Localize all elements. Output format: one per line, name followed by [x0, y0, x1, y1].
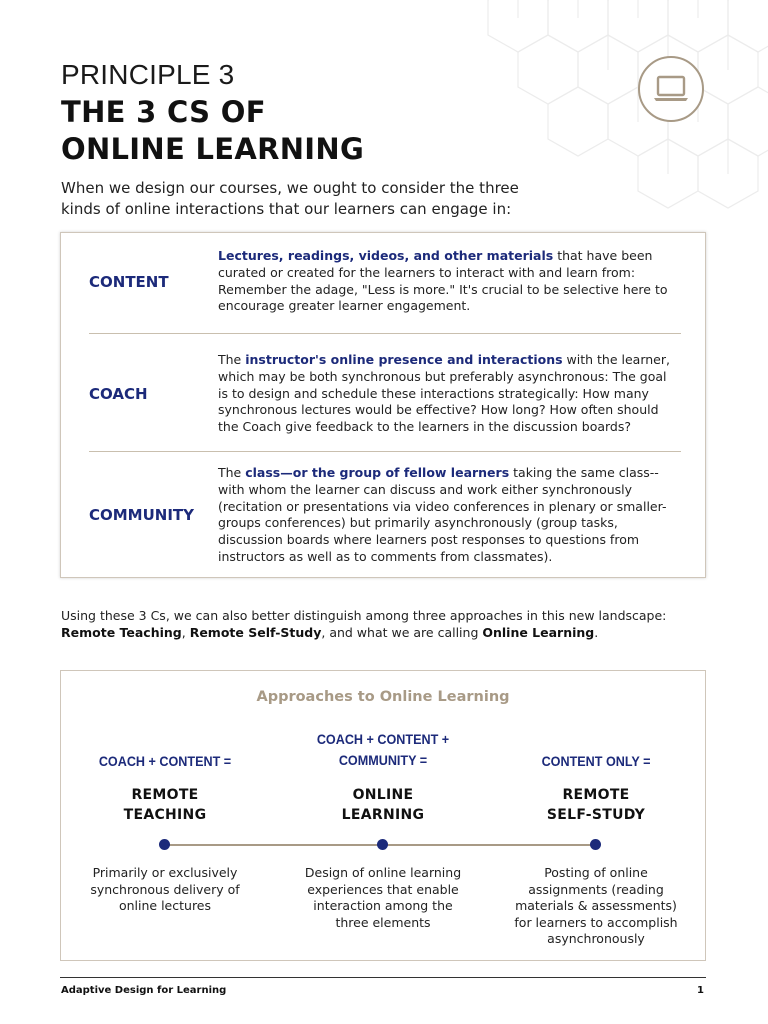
lead-text: Using these 3 Cs, we can also better distinguish among three approaches in this new landscape:: [61, 608, 667, 623]
approach-desc-line: assignments (reading: [528, 881, 664, 897]
principle-label: PRINCIPLE 3: [61, 59, 235, 90]
approach-remote-self-study-name: [506, 785, 686, 825]
approach-name-line: REMOTE: [562, 787, 630, 803]
approach-formula: [302, 729, 464, 771]
approach-desc-line: experiences that enable: [307, 881, 459, 897]
cs-desc-highlight: class—or the group of fellow learners: [245, 465, 510, 480]
approach-name-line: ONLINE: [352, 787, 414, 803]
formula-line: COACH + CONTENT +: [316, 731, 450, 747]
approaches-panel: [60, 670, 706, 961]
approach-desc-line: asynchronously: [547, 931, 645, 947]
approach-remote-teaching: [75, 751, 255, 772]
cs-desc-content: [218, 248, 680, 315]
three-cs-panel: [60, 232, 706, 578]
page-title: [61, 94, 364, 168]
approach-desc-line: online lectures: [118, 898, 212, 914]
page-number: 1: [697, 985, 704, 996]
approach-remote-teaching-name: [75, 785, 255, 825]
intro-paragraph: When we design our courses, we ought to consider the three kinds of online interactions that our learners can engage in:: [61, 179, 519, 218]
approach-desc-line: three elements: [335, 914, 431, 930]
approaches-lead-paragraph: [61, 607, 711, 641]
approach-desc-line: materials & assessments): [515, 898, 677, 914]
approach-name-line: SELF-STUDY: [546, 807, 646, 823]
cs-desc-body: taking the same class--with whom the learner can discuss and work either synchronously (recitation or presentations via video conferences in plenary or smaller-groups conferences) but primarily asynchronously (group tasks, discussion boards where learners post responses to questions from instructors as well as to comments from classmates).: [218, 465, 667, 564]
cs-desc-body: with the learner, which may be both synchronous but preferably asynchronous: The goal is to design and schedule these interactions strategically: How many synchronous lectures would be effective? How long? How often should the Coach give feedback to the learners in the discussion boards?: [218, 352, 670, 435]
footer-title: Adaptive Design for Learning: [61, 985, 227, 996]
approach-desc-line: Primarily or exclusively: [92, 865, 238, 880]
page-title-line-2: ONLINE LEARNING: [61, 132, 365, 166]
cs-label-coach: COACH: [89, 385, 148, 403]
timeline-dot: [159, 839, 170, 850]
formula-line: COACH + CONTENT =: [98, 753, 232, 769]
laptop-icon: [653, 75, 689, 103]
approach-formula: [515, 751, 677, 772]
lead-term-remote-self-study: Remote Self-Study: [189, 625, 322, 640]
approach-online-learning-desc: [293, 865, 473, 931]
divider: [89, 451, 681, 452]
page-title-line-1: THE 3 CS OF: [61, 95, 266, 129]
approach-online-learning-name: [293, 785, 473, 825]
footer-rule: [60, 977, 706, 978]
cs-desc-body: that have been curated or created for the learners to interact with and learn from: Remember the adage, "Less is more." It's crucial to be selective here to encourage greater learner engagement.: [218, 248, 668, 314]
approach-desc-line: Posting of online: [544, 865, 648, 880]
approach-desc-line: Design of online learning: [304, 865, 462, 880]
approach-desc-line: interaction among the: [313, 898, 453, 914]
cs-desc-community: [218, 465, 680, 566]
approach-name-line: REMOTE: [131, 787, 199, 803]
cs-label-content: CONTENT: [89, 273, 169, 291]
lead-term-remote-teaching: Remote Teaching: [61, 625, 182, 640]
cs-desc-highlight: Lectures, readings, videos, and other materials: [218, 248, 554, 263]
timeline-dot: [377, 839, 388, 850]
approach-formula: [84, 751, 246, 772]
laptop-badge: [638, 56, 704, 122]
lead-text: , and what we are calling: [321, 625, 483, 640]
cs-desc-prefix: The: [218, 465, 246, 480]
cs-desc-coach: [218, 352, 680, 436]
formula-line: COMMUNITY =: [338, 752, 428, 768]
lead-text: .: [594, 625, 599, 640]
lead-text: ,: [181, 625, 190, 640]
approaches-title: Approaches to Online Learning: [256, 689, 510, 705]
cs-desc-prefix: The: [218, 352, 246, 367]
approach-name-line: TEACHING: [123, 807, 207, 823]
cs-desc-highlight: instructor's online presence and interactions: [245, 352, 563, 367]
approach-remote-teaching-desc: [75, 865, 255, 915]
approach-desc-line: for learners to accomplish: [514, 914, 678, 930]
lead-term-online-learning: Online Learning: [482, 625, 595, 640]
cs-label-community: COMMUNITY: [89, 506, 195, 524]
approach-online-learning: [293, 729, 473, 771]
formula-line: CONTENT ONLY =: [541, 753, 651, 769]
approach-remote-self-study-desc: [506, 865, 686, 948]
divider: [89, 333, 681, 334]
approach-remote-self-study: [506, 751, 686, 772]
approach-name-line: LEARNING: [341, 807, 425, 823]
approach-desc-line: synchronous delivery of: [90, 881, 240, 897]
timeline-dot: [590, 839, 601, 850]
